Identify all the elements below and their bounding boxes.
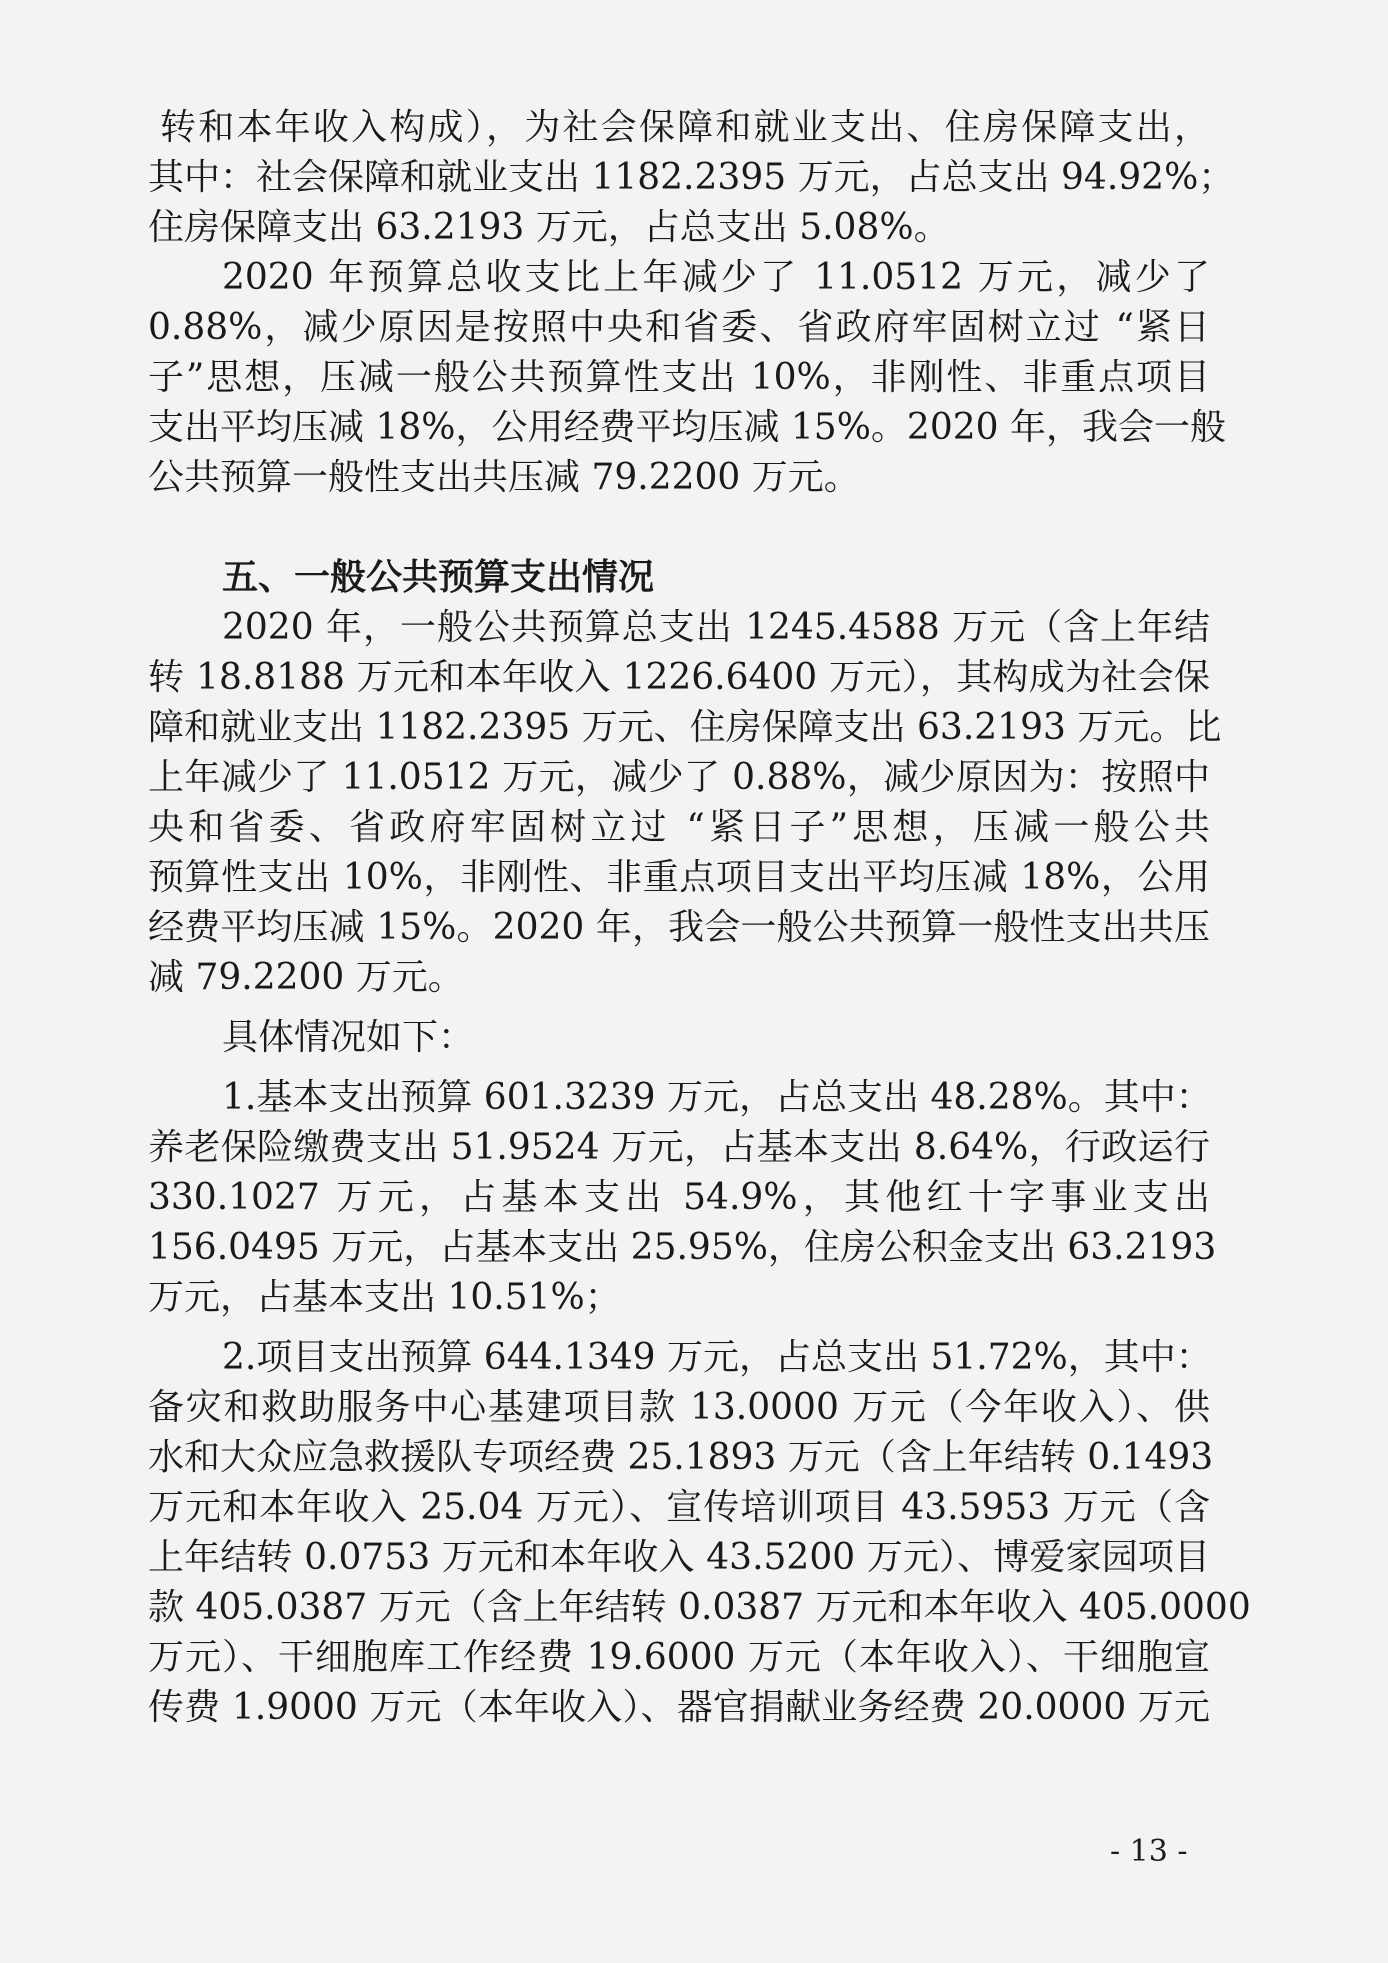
- text-line-3: 住房保障支出 63.2193 万元，占总支出 5.08%。: [148, 207, 950, 248]
- text-line-29: 款 405.0387 万元（含上年结转 0.0387 万元和本年收入 405.0000: [148, 1587, 1251, 1628]
- text-line-20: 养老保险缴费支出 51.9524 万元，占基本支出 8.64%，行政运行: [148, 1127, 1210, 1168]
- text-line-8: 公共预算一般性支出共压减 79.2200 万元。: [148, 457, 860, 498]
- text-line-4: 2020 年预算总收支比上年减少了 11.0512 万元，减少了: [222, 257, 1210, 298]
- text-line-5: 0.88%，减少原因是按照中央和省委、省政府牢固树立过 “紧日: [148, 307, 1210, 348]
- text-line-14: 央和省委、省政府牢固树立过 “紧日子”思想，压减一般公共: [148, 807, 1210, 848]
- text-line-27: 万元和本年收入 25.04 万元）、宣传培训项目 43.5953 万元（含: [148, 1487, 1210, 1528]
- text-line-6: 子”思想，压减一般公共预算性支出 10%，非刚性、非重点项目: [148, 357, 1210, 398]
- text-line-26: 水和大众应急救援队专项经费 25.1893 万元（含上年结转 0.1493: [148, 1437, 1214, 1478]
- text-line-12: 障和就业支出 1182.2395 万元、住房保障支出 63.2193 万元。比: [148, 707, 1222, 748]
- text-line-23: 万元，占基本支出 10.51%；: [148, 1277, 621, 1318]
- text-line-25: 备灾和救助服务中心基建项目款 13.0000 万元（今年收入）、供: [148, 1387, 1210, 1428]
- text-line-16: 经费平均压减 15%。2020 年，我会一般公共预算一般性支出共压: [148, 907, 1210, 948]
- text-line-19: 1.基本支出预算 601.3239 万元，占总支出 48.28%。其中：: [222, 1077, 1212, 1118]
- text-line-13: 上年减少了 11.0512 万元，减少了 0.88%，减少原因为：按照中: [148, 757, 1210, 798]
- text-line-10: 2020 年，一般公共预算总支出 1245.4588 万元（含上年结: [222, 607, 1210, 648]
- section-heading: 五、一般公共预算支出情况: [222, 557, 655, 598]
- text-line-21: 330.1027 万元，占基本支出 54.9%，其他红十字事业支出: [148, 1177, 1210, 1218]
- text-line-28: 上年结转 0.0753 万元和本年收入 43.5200 万元）、博爱家园项目: [148, 1537, 1210, 1578]
- page-number: - 13 -: [1110, 1834, 1188, 1869]
- text-line-15: 预算性支出 10%，非刚性、非重点项目支出平均压减 18%，公用: [148, 857, 1210, 898]
- text-line-30: 万元）、干细胞库工作经费 19.6000 万元（本年收入）、干细胞宣: [148, 1637, 1210, 1678]
- text-line-2: 其中：社会保障和就业支出 1182.2395 万元，占总支出 94.92%；: [148, 157, 1235, 198]
- text-line-7: 支出平均压减 18%，公用经费平均压减 15%。2020 年，我会一般: [148, 407, 1226, 448]
- text-line-1: 转和本年收入构成），为社会保障和就业支出、住房保障支出，: [160, 107, 1210, 148]
- text-line-22: 156.0495 万元，占基本支出 25.95%，住房公积金支出 63.2193: [148, 1227, 1217, 1268]
- text-line-24: 2.项目支出预算 644.1349 万元，占总支出 51.72%，其中：: [222, 1337, 1212, 1378]
- text-line-18: 具体情况如下：: [222, 1017, 475, 1058]
- text-line-31: 传费 1.9000 万元（本年收入）、器官捐献业务经费 20.0000 万元: [148, 1687, 1210, 1728]
- text-line-11: 转 18.8188 万元和本年收入 1226.6400 万元），其构成为社会保: [148, 657, 1210, 698]
- text-line-17: 减 79.2200 万元。: [148, 957, 464, 998]
